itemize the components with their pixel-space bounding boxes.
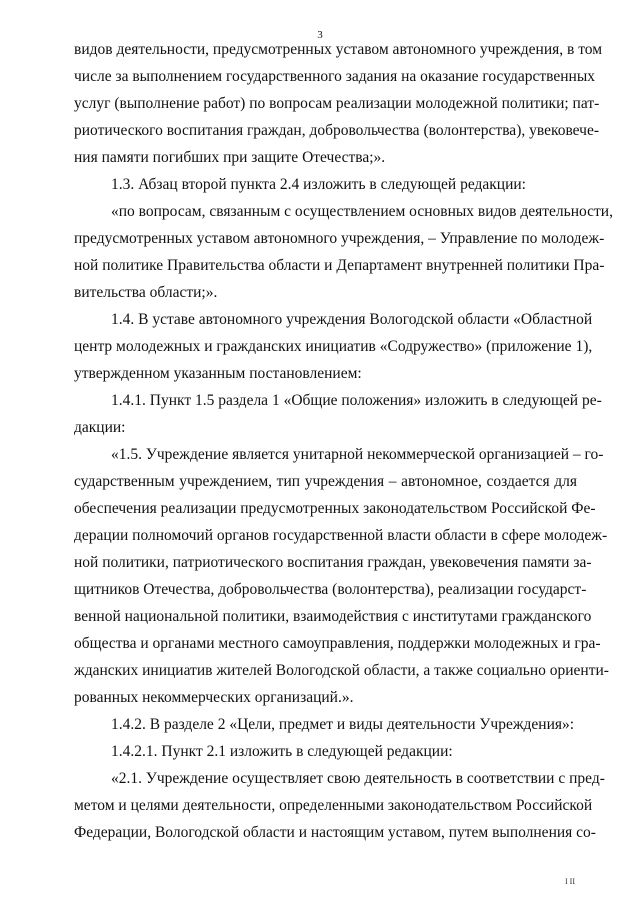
text-line: «по вопросам, связанным с осуществлением основных видов деятельности, bbox=[111, 203, 613, 220]
text-line: венной национальной политики, взаимодействия с институтами гражданского bbox=[74, 608, 592, 625]
text-line: дерации полномочий органов государственной власти области в сфере молодеж- bbox=[74, 527, 608, 544]
text-line: ния памяти погибших при защите Отечества;». bbox=[74, 149, 386, 166]
page-number: 3 bbox=[317, 29, 323, 41]
text-line: щитников Отечества, добровольчества (волонтерства), реализации государст- bbox=[74, 581, 587, 598]
text-line: дакции: bbox=[74, 419, 126, 436]
text-line: общества и органами местного самоуправления, поддержки молодежных и гра- bbox=[74, 635, 601, 652]
text-line: 1.3. Абзац второй пункта 2.4 изложить в следующей редакции: bbox=[111, 176, 526, 193]
text-line: услуг (выполнение работ) по вопросам реализации молодежной политики; пат- bbox=[74, 95, 600, 112]
text-line: риотического воспитания граждан, добровольчества (волонтерства), увековече- bbox=[74, 122, 600, 139]
text-line: Федерации, Вологодской области и настоящим уставом, путем выполнения со- bbox=[74, 824, 596, 841]
text-line: вительства области;». bbox=[74, 284, 218, 301]
text-line: жданских инициатив жителей Вологодской области, а также социально ориенти- bbox=[74, 662, 609, 679]
text-line: центр молодежных и гражданских инициатив «Содружество» (приложение 1), bbox=[74, 338, 593, 355]
margin-mark: І ІІ bbox=[565, 877, 575, 886]
text-line: «1.5. Учреждение является унитарной некоммерческой организацией – го- bbox=[111, 446, 604, 463]
text-line: 1.4.2.1. Пункт 2.1 изложить в следующей редакции: bbox=[111, 743, 453, 760]
text-line: видов деятельности, предусмотренных уставом автономного учреждения, в том bbox=[74, 41, 603, 58]
text-line: утвержденном указанным постановлением: bbox=[74, 365, 362, 382]
text-line: «2.1. Учреждение осуществляет свою деятельность в соответствии с пред- bbox=[111, 770, 605, 787]
text-line: предусмотренных уставом автономного учреждения, – Управление по молодеж- bbox=[74, 230, 605, 247]
text-line: рованных некоммерческих организаций.». bbox=[74, 689, 354, 706]
text-line: 1.4.1. Пункт 1.5 раздела 1 «Общие положения» изложить в следующей ре- bbox=[111, 392, 602, 409]
text-line: 1.4.2. В разделе 2 «Цели, предмет и виды деятельности Учреждения»: bbox=[111, 716, 575, 733]
text-line: метом и целями деятельности, определенными законодательством Российской bbox=[74, 797, 593, 814]
text-line: обеспечения реализации предусмотренных законодательством Российской Фе- bbox=[74, 500, 596, 517]
text-line: ной политики, патриотического воспитания граждан, увековечения памяти за- bbox=[74, 554, 592, 571]
text-line: числе за выполнением государственного задания на оказание государственных bbox=[74, 68, 596, 85]
text-line: сударственным учреждением, тип учреждения – автономное, создается для bbox=[74, 473, 577, 490]
text-line: ной политике Правительства области и Департамент внутренней политики Пра- bbox=[74, 257, 605, 274]
text-line: 1.4. В уставе автономного учреждения Вологодской области «Областной bbox=[111, 311, 593, 328]
